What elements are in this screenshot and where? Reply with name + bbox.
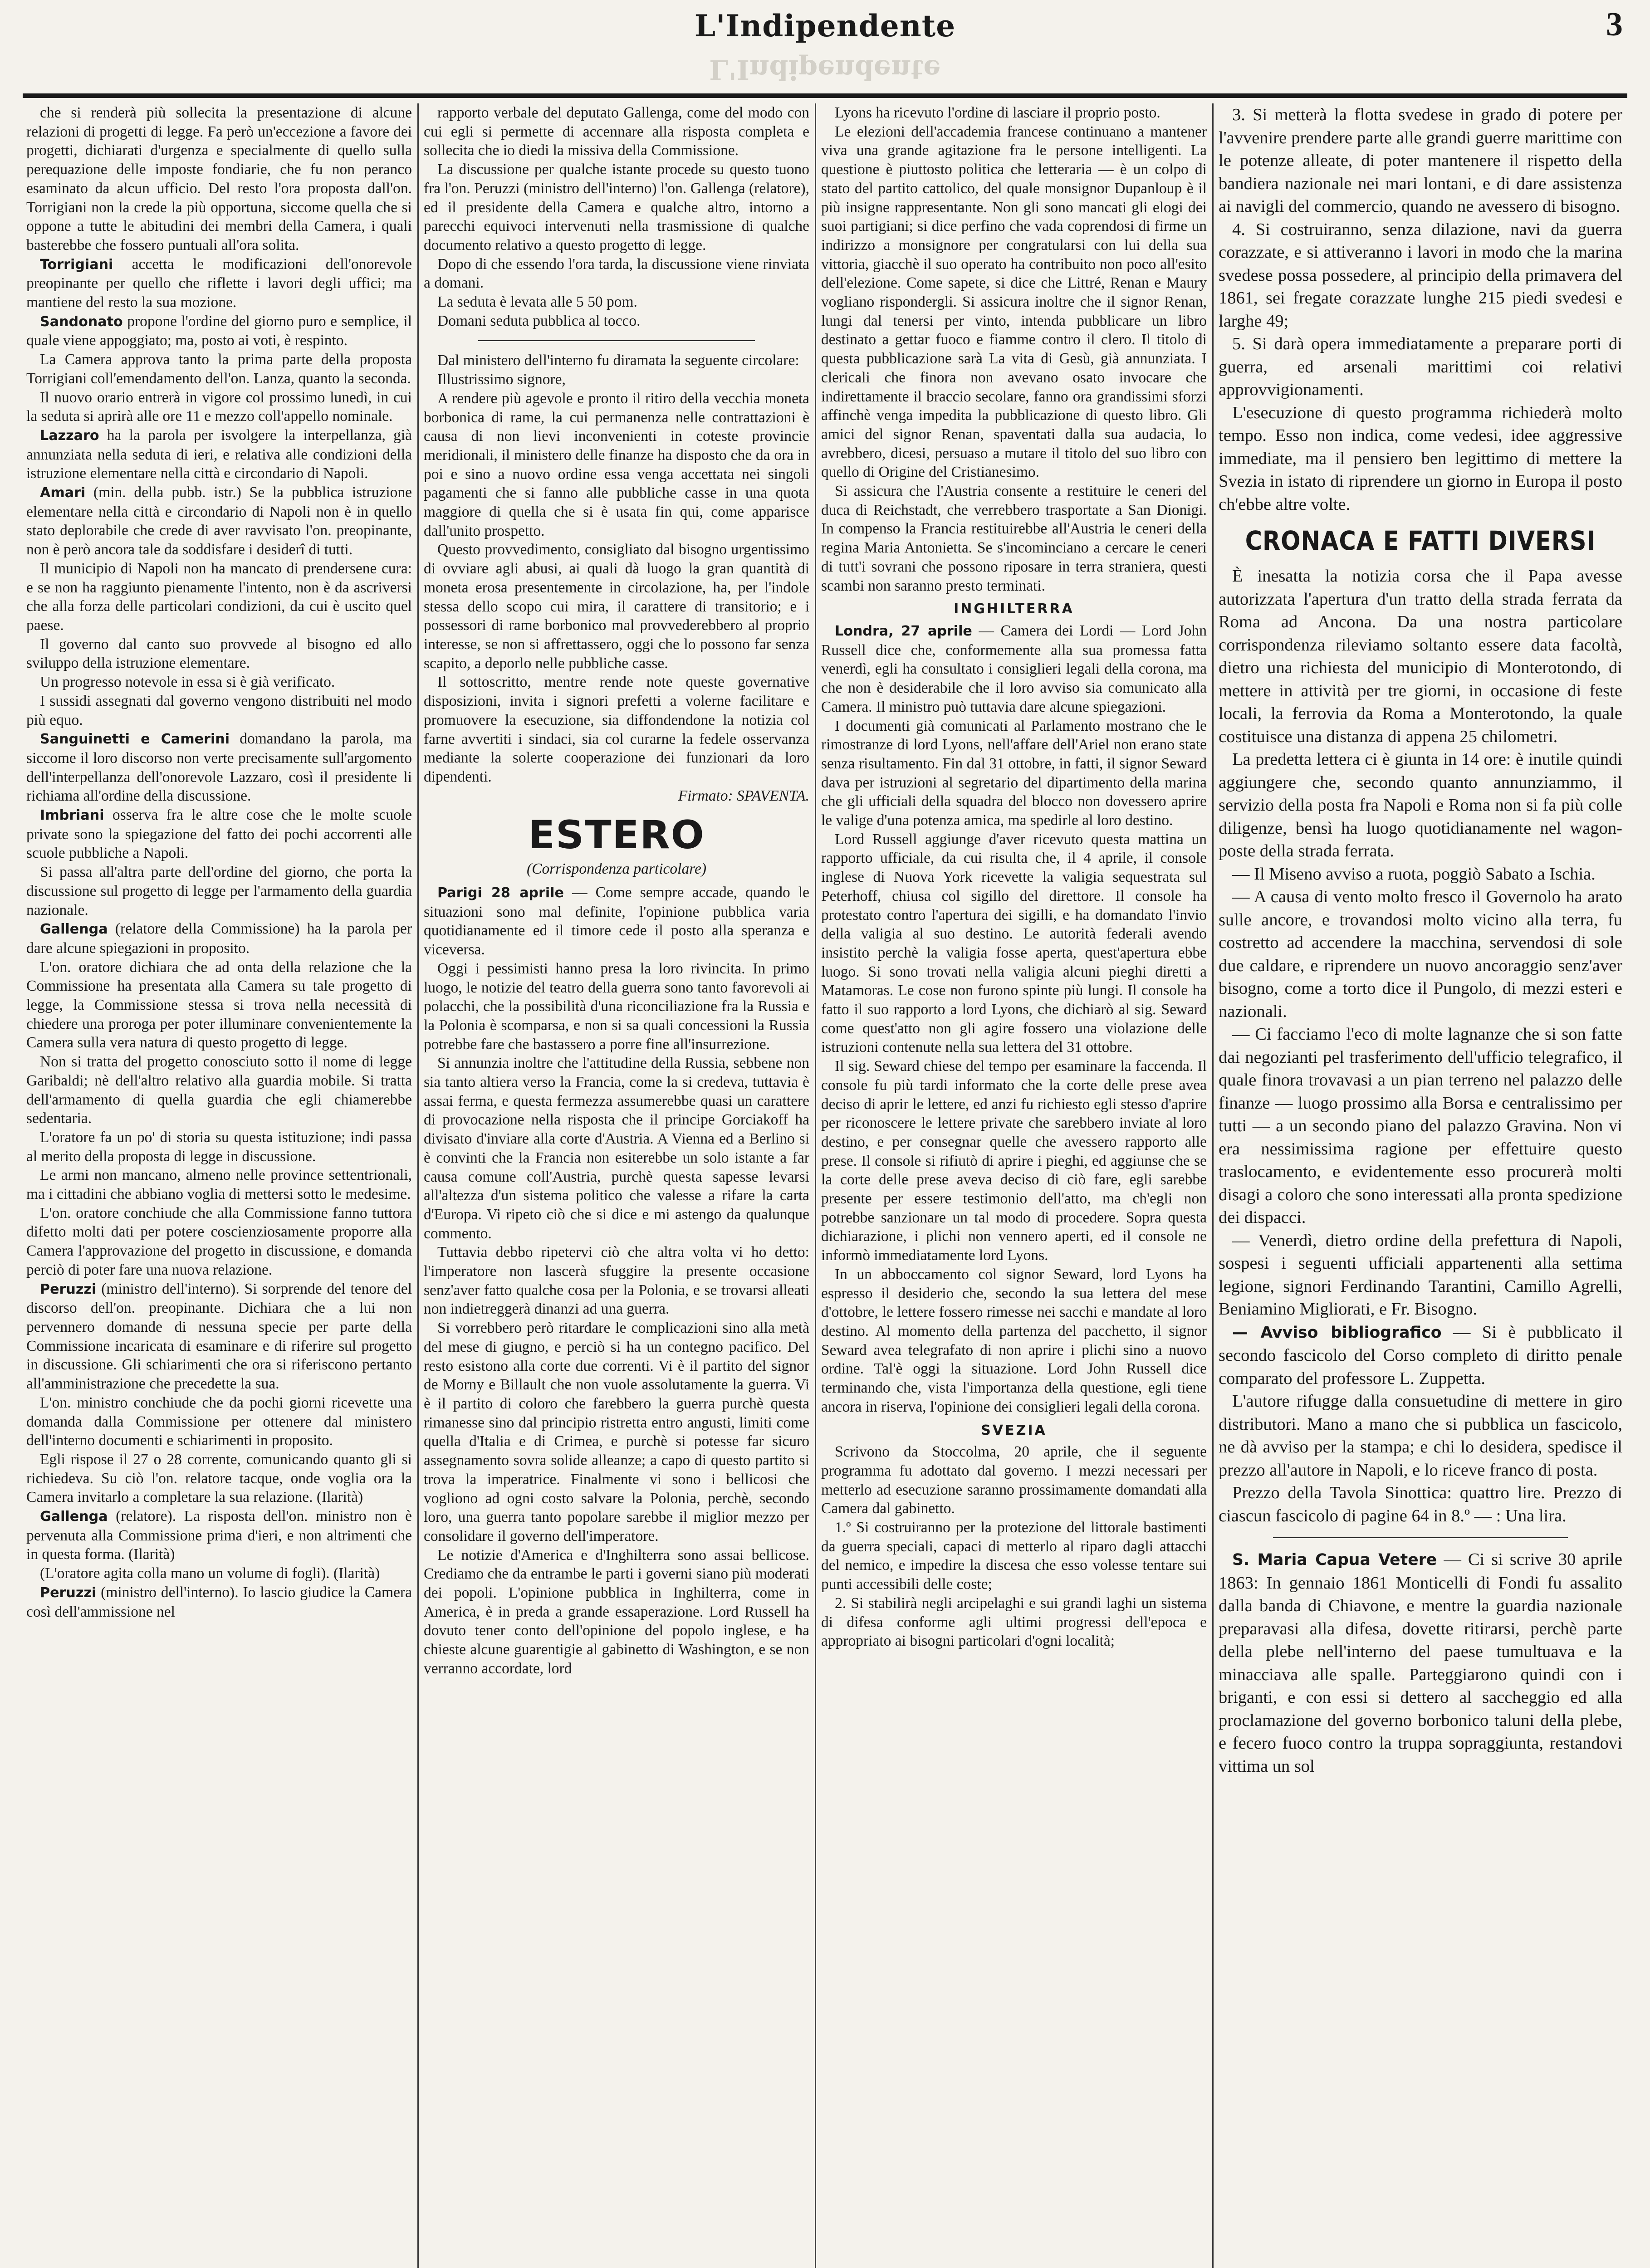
paragraph-text: domandano la parola, ma siccome il loro discorso non verte precisamente sull'argomento dell'interpellanza dell'onorevole Lazzaro, così il presidente li richiama all'ordine della discussione.	[26, 730, 412, 805]
article-paragraph	[1219, 1548, 1622, 1778]
paragraph-text: La Camera approva tanto la prima parte della proposta Torrigiani coll'emendamento dell'on. Lanza, quanto la seconda.	[26, 351, 412, 387]
article-paragraph	[821, 122, 1207, 482]
article-paragraph	[26, 1280, 412, 1393]
article-paragraph	[821, 621, 1207, 717]
article-paragraph	[424, 389, 809, 541]
column-1	[26, 103, 412, 2268]
paragraph-text: Questo provvedimento, consigliato dal bisogno urgentissimo di ovviare agli abusi, ai quali dà luogo la gran quantità di moneta erosa presentemente in circolazione, ha, per l'indole stessa dello scopo cui mira, il carattere di transitorio; e i possessori di rame borbonico mal provvederebbero al proprio interesse, se non si affrettassero, oggi che lo possono far senza scapito, a deporlo nelle pubbliche casse.	[424, 541, 809, 672]
paragraph-text: Scrivono da Stoccolma, 20 aprile, che il seguente programma fu adottato dal governo. I mezzi necessari per metterlo ad esecuzione saranno prossimamente domandati alla Camera dal gabinetto.	[821, 1443, 1207, 1517]
paragraph-text: L'autore rifugge dalla consuetudine di mettere in giro distributori. Mano a mano che si pubblica un fascicolo, ne dà avviso per la stampa; e chi lo desidera, spedisce il prezzo all'autore in Napoli, e lo riceve franco di posta.	[1219, 1392, 1622, 1480]
paragraph-text: (ministro dell'interno). Si sorprende del tenore del discorso dell'on. preopinante. Dichiara che a lui non pervennero domande di nessuna specie per parte della Commissione incaricata di esaminare e di riferire sul progetto in discussione. Gli schiarimenti che ora si riferiscono pertanto all'amministrazione che precedette la sua.	[26, 1280, 412, 1393]
article-paragraph	[821, 830, 1207, 1057]
paragraph-text: Il municipio di Napoli non ha mancato di prendersene cura: e se non ha raggiunto pienamente l'intento, non è da ascriversi che alla forza delle particolari condizioni, da cui è uscito quel paese.	[26, 560, 412, 634]
article-paragraph	[821, 717, 1207, 830]
article-paragraph	[1219, 565, 1622, 748]
paragraph-text: 4. Si costruiranno, senza dilazione, navi da guerra corazzate, e si attiveranno i lavori in modo che la marina svedese possa possedere, al principio della primavera del 1861, sei fregate corazzate lunghe 215 piedi svedesi e larghe 49;	[1219, 220, 1622, 331]
article-paragraph	[26, 350, 412, 388]
paragraph-text: — Come sempre accade, quando le situazioni sono mal definite, l'opinione pubblica varia quotidianamente ed il timore cede il posto alla speranza e viceversa.	[424, 884, 809, 958]
bleed-through-text: L'Indipendente	[709, 54, 941, 85]
speaker-name: Peruzzi	[40, 1584, 97, 1601]
article-paragraph	[26, 1166, 412, 1203]
section-heading: ESTERO	[528, 812, 705, 858]
article-paragraph	[424, 103, 809, 160]
article-paragraph	[821, 103, 1207, 122]
paragraph-text: (L'oratore agita colla mano un volume di fogli). (Ilarità)	[40, 1565, 380, 1582]
article-paragraph	[821, 482, 1207, 595]
speaker-name: Torrigiani	[40, 256, 113, 273]
article-paragraph	[26, 1052, 412, 1128]
paragraph-text: propone l'ordine del giorno puro e semplice, il quale viene appoggiato; ma, posto ai voti, è respinto.	[26, 313, 412, 349]
article-paragraph	[424, 1319, 809, 1545]
article-paragraph	[26, 483, 412, 559]
paragraph-text: A rendere più agevole e pronto il ritiro della vecchia moneta borbonica di rame, la cui permanenza nelle contrattazioni è causa di non lievi inconvenienti in coteste provincie meridionali, il ministero delle finanze ha disposto che da ora in poi e sino a nuovo ordine essa venga accettata nei singoli pagamenti che si fanno alle pubbliche casse in una quota maggiore di quella che si è usata fin qui, come apparisce dall'unito prospetto.	[424, 390, 809, 539]
article-paragraph	[821, 1442, 1207, 1518]
paragraph-text: accetta le modificazioni dell'onorevole preopinante per quello che riflette i lavori degli uffici; ma mantiene del resto la sua mozione.	[26, 255, 412, 311]
article-paragraph	[26, 388, 412, 426]
article-paragraph	[424, 1546, 809, 1678]
article-paragraph	[821, 1057, 1207, 1265]
speaker-name: Gallenga	[40, 1509, 108, 1525]
paragraph-text: 1.º Si costruiranno per la protezione del littorale bastimenti da guerra speciali, capaci di metterlo al riparo dagli attacchi del nemico, e impedire la discesa che esso volesse tentare sui punti accessibili delle coste;	[821, 1519, 1207, 1593]
paragraph-text: Dopo di che essendo l'ora tarda, la discussione viene rinviata a domani.	[424, 255, 809, 292]
paragraph-text: Egli rispose il 27 o 28 corrente, comunicando quanto gli si richiedeva. Su ciò l'on. relatore tacque, onde voglia ora la Camera invitarlo a completare la sua relazione. (Ilarità)	[26, 1451, 412, 1506]
signature: Firmato: SPAVENTA.	[678, 787, 809, 804]
speaker-name: Imbriani	[40, 807, 104, 824]
article-paragraph	[1219, 1481, 1622, 1527]
article-paragraph	[26, 692, 412, 729]
speaker-name: S. Maria Capua Vetere	[1232, 1551, 1437, 1569]
paragraph-text: Il sig. Seward chiese del tempo per esaminare la faccenda. Il console fu più tardi informato che la corte delle prese avea deciso di aprir le lettere, ed anzi fu richiesto egli stesso d'aprire per riconoscere le lettere private che sarebbero inviate al loro destino, e per consegnar quelle che avessero rapporto alle prese. Il console si rifiutò di aprire i pieghi, ed aggiunse che se la corte delle prese aveva deciso di ciò fare, egli sarebbe presente per essere testimonio dell'atto, ma ch'egli non potrebbe sanzionare un tal modo di procedere. Sopra questa dichiarazione, i plichi non vennero aperti, ed il console ne informò immediatamente lord Lyons.	[821, 1058, 1207, 1264]
article-paragraph	[26, 1204, 412, 1280]
speaker-name: Sandonato	[40, 313, 123, 330]
paragraph-text: Si vorrebbero però ritardare le complicazioni sino alla metà del mese di giugno, e perciò si ha un contegno pacifico. Del resto esistono alla corte due correnti. Vi è il partito del signor de Morny e Billault che non vuole assolutamente la guerra. Vi è il partito di coloro che farebbero la guerra purchè questa rimanesse sino dal principio ristretta entro angusti, limiti come quella d'Italia e di Crimea, e purchè si potesse far sicuro assegnamento sovra solide alleanze; a capo di questo partito si trova la imperatrice. Finalmente vi sono i bellicosi che vogliono ad ogni costo salvare la Polonia, perchè, secondo loro, una guerra tanto popolare sarebbe il miglior mezzo per consolidare il governo dell'imperatore.	[424, 1320, 809, 1545]
paragraph-text: L'oratore fa un po' di storia su questa istituzione; indi passa al merito della proposta di legge in discussione.	[26, 1129, 412, 1165]
paragraph-text: ha la parola per isvolgere la interpellanza, già annunziata nella seduta di ieri, e relativa alle condizioni della istruzione elementare nella città e circondario di Napoli.	[26, 426, 412, 482]
speaker-name: — Avviso bibliografico	[1232, 1323, 1442, 1342]
column-divider	[815, 103, 816, 2268]
paragraph-text: Dal ministero dell'interno fu diramata la seguente circolare:	[437, 352, 799, 369]
article-paragraph	[26, 635, 412, 673]
article-paragraph	[424, 1243, 809, 1319]
article-paragraph	[1219, 1023, 1622, 1229]
paragraph-text: Domani seduta pubblica al tocco.	[437, 312, 641, 329]
article-paragraph	[424, 540, 809, 673]
article-paragraph	[26, 255, 412, 312]
article-paragraph	[1219, 103, 1622, 218]
article-paragraph	[26, 1128, 412, 1166]
newspaper-title: L'Indipendente	[694, 8, 956, 44]
paragraph-text: osserva fra le altre cose che le molte scuole private sono la spiegazione del fatto dei pochi accorrenti alle scuole pubbliche a Napoli.	[26, 807, 412, 862]
paragraph-text: Le notizie d'America e d'Inghilterra sono assai bellicose. Crediamo che da entrambe le parti i governi siano più moderati dei popoli. L'opinione pubblica in Inghilterra, come in America, è in preda a grande essaperazione. Lord Russell ha dovuto tener conto dell'opinione del popolo inglese, e ha chieste alcune guarentigie al gabinetto di Washington, e se non verranno accordate, lord	[424, 1546, 809, 1677]
paragraph-text: Prezzo della Tavola Sinottica: quattro lire. Prezzo di ciascun fascicolo di pagine 64 in 8.º — : Una lira.	[1219, 1483, 1622, 1525]
paragraph-text: Un progresso notevole in essa si è già verificato.	[40, 674, 335, 691]
speaker-name: Gallenga	[40, 921, 108, 938]
paragraph-text: In un abboccamento col signor Seward, lord Lyons ha espresso il desiderio che, secondo la sua lettera del mese d'ottobre, le lettere fossero rimesse nei sacchi e mandate al loro destino. Al momento della partenza del pacchetto, il signor Seward avea telegrafato di non aprire i plichi sino a nuovo ordine. Tal'è oggi la situazione. Lord John Russell dice terminando che, vista l'importanza della questione, egli tiene ancora in riserva, l'opinione dei consiglieri legali della corona.	[821, 1266, 1207, 1415]
paragraph-text: L'esecuzione di questo programma richiederà molto tempo. Esso non indica, come vedesi, idee aggressive immediate, ma il pensiero ben legittimo di mettere la Svezia in istato di riprendere un giorno in Europa il posto ch'ebbe altre volte.	[1219, 403, 1622, 514]
article-paragraph	[26, 1564, 412, 1583]
article-paragraph	[1219, 218, 1622, 333]
article-paragraph	[424, 370, 809, 389]
column-2	[424, 103, 809, 2268]
article-paragraph	[26, 559, 412, 635]
paragraph-text: La seduta è levata alle 5 50 pom.	[437, 293, 637, 311]
paragraph-text: L'on. oratore dichiara che ad onta della relazione che la Commissione ha presentata alla Camera su tale progetto di legge, la Commissione stessa si trova nella necessità di chiedere una proroga per poter illuminare convenientemente la Camera sulla vera natura di questo progetto di legge.	[26, 958, 412, 1051]
section-subtitle: (Corrispondenza particolare)	[526, 860, 707, 878]
paragraph-text: L'on. ministro conchiude che da pochi giorni ricevette una domanda dalla Commissione per ottenere dal ministero dell'interno documenti e schiarimenti in proposito.	[26, 1394, 412, 1449]
paragraph-text: (min. della pubb. istr.) Se la pubblica istruzione elementare nella città e circondario di Napoli non è in quello stato deplorabile che crede di aver ravvisato l'on. preopinante, non è però ancora tale da soddisfare i desiderî di tutti.	[26, 484, 412, 558]
paragraph-text: che si renderà più sollecita la presentazione di alcune relazioni di progetti di legge. Fa però un'eccezione a favore dei progetti, dichiarati d'urgenza e specialmente di quello sulla perequazione delle imposte fondiarie, che fu non peranco esaminato da alcun ufficio. Del resto l'ora proposta dall'on. Torrigiani non la crede la più opportuna, siccome quella che si oppone a tutte le abitudini dei membri della Camera, i quali basterebbe che fossero puntuali all'ora solita.	[26, 104, 412, 254]
article-paragraph	[1219, 885, 1622, 1023]
article-paragraph	[26, 426, 412, 483]
paragraph-text: (relatore della Commissione) ha la parola per dare alcune spiegazioni in proposito.	[26, 920, 412, 957]
paragraph-text: L'on. oratore conchiude che alla Commissione fanno tuttora difetto molti dati per potere coscienziosamente proporre alla Camera l'approvazione del progetto in discussione, e domanda perciò di poter fare una nuova relazione.	[26, 1204, 412, 1278]
article-paragraph	[424, 293, 809, 312]
paragraph-text: Si annunzia inoltre che l'attitudine della Russia, sebbene non sia tanto altiera verso la Francia, come la si credeva, tuttavia è assai ferma, e questa fermezza assumerebbe quasi un carattere di provocazione nella risposta che il principe Gorciakoff ha divisato d'inviare alla corte d'Austria. A Vienna ed a Berlino si è convinti che la Francia non esiterebbe un solo istante a far causa comune coll'Austria, purchè questa sapesse levarsi all'altezza d'un sistema politico che valesse a rifare la carta d'Europa. Vi ripeto ciò che si dice e mi astengo da qualunque commento.	[424, 1055, 809, 1242]
paragraph-text: — Venerdì, dietro ordine della prefettura di Napoli, sospesi i seguenti ufficiali appartenenti alla settima legione, signori Ferdinando Tarantini, Camillo Agrelli, Beniamino Migliorati, e Fr. Bisogno.	[1219, 1231, 1622, 1319]
page-number: 3	[1606, 6, 1623, 43]
column-divider	[417, 103, 419, 2268]
paragraph-text: Illustrissimo signore,	[437, 371, 566, 388]
paragraph-text: 5. Si darà opera immediatamente a preparare porti di guerra, ed arsenali marittimi coi relativi approvvigionamenti.	[1219, 334, 1622, 399]
section-header	[424, 812, 809, 879]
speaker-name: Londra, 27 aprile	[835, 623, 972, 639]
paragraph-text: (relatore). La risposta dell'on. ministro non è pervenuta alla Commissione prima d'ieri, e non altrimenti che in questa forma. (Ilarità)	[26, 1508, 412, 1563]
paragraph-text: Lord Russell aggiunge d'aver ricevuto questa mattina un rapporto ufficiale, da cui risulta che, il 4 aprile, il console inglese di Nuova York ricevette la valigia sequestrata sul Peterhoff, chiusa col sigillo del direttore. Il console ha protestato contro l'apertura dei sigilli, e ha domandato l'invio della valigia al suo destino. Le autorità federali avendo insistito perchè la valigia fosse aperta, quest'apertura ebbe luogo. Si sono trovati nella valigia alcuni pieghi diretti a Matamoras. Le cose non furono spinte più lungi. Il console ha fatto il suo rapporto a lord Lyons, che dichiarò al sig. Seward come quest'atto non gli agire fossero una violazione delle istruzioni contenute nella sua lettera del 31 ottobre.	[821, 831, 1207, 1056]
paragraph-text: (ministro dell'interno). Io lascio giudice la Camera così dell'ammissione nel	[26, 1584, 412, 1620]
article-paragraph	[424, 883, 809, 959]
section-separator	[1273, 1537, 1568, 1538]
paragraph-text: — Ci facciamo l'eco di molte lagnanze che si son fatte dai negozianti pel trasferimento dell'ufficio telegrafico, il quale finora trovavasi a un pian terreno nel palazzo delle finanze — luogo prossimo alla Borsa e centralissimo per tutti — a un secondo piano del palazzo Gravina. Non vi era nessimissima ragione per effettuire questo traslocamento, e evidentemente esso procurerà molti disagi a coloro che sono interessati alla pronta spedizione dei dispacci.	[1219, 1025, 1622, 1227]
article-paragraph	[26, 863, 412, 919]
paragraph-text: I sussidi assegnati dal governo vengono distribuiti nel modo più equo.	[26, 692, 412, 728]
paragraph-text: — Ci si scrive 30 aprile 1863: In gennaio 1861 Monticelli di Fondi fu assalito dalla banda di Chiavone, e mentre la guardia nazionale preparavasi alla difesa, dovette ritirarsi, perchè parte della plebe nell'interno del paese tumultuava e la minacciava alle spalle. Parteggiarono quindi con i briganti, e con essi si dettero al saccheggio ed alla proclamazione del governo borbonico taluni della plebe, e fecero fuoco contro la truppa sopraggiunta, restandovi vittima un sol	[1219, 1550, 1622, 1776]
speaker-name: Peruzzi	[40, 1281, 97, 1297]
article-paragraph	[424, 673, 809, 786]
paragraph-text: Si passa all'altra parte dell'ordine del giorno, che porta la discussione sul progetto di legge per l'armamento della guardia nazionale.	[26, 864, 412, 919]
cronaca-heading: CRONACA E FATTI DIVERSI	[1245, 525, 1596, 556]
paragraph-text: — Si è pubblicato il secondo fascicolo del Corso completo di diritto penale comparato del professore L. Zuppetta.	[1219, 1322, 1622, 1388]
country-heading: INGHILTERRA	[954, 601, 1074, 617]
paragraph-text: Il governo dal canto suo provvede al bisogno ed allo sviluppo della istruzione elementare.	[26, 635, 412, 672]
paragraph-text: Il nuovo orario entrerà in vigore col prossimo lunedì, in cui la seduta si aprirà alle ore 11 e mezzo coll'appello nominale.	[26, 389, 412, 425]
paragraph-text: Le armi non mancano, almeno nelle province settentrionali, ma i cittadini che abbiano voglia di mettersi sotto le medesime.	[26, 1167, 412, 1203]
column-3	[821, 103, 1207, 2268]
paragraph-text: Oggi i pessimisti hanno presa la loro rivincita. In primo luogo, le notizie del teatro della guerra sono tanto favorevoli ai polacchi, che la possibilità d'una riconciliazione fra la Russia e la Polonia è scomparsa, e non si sa quali concessioni la Russia potrebbe fare che bastassero a porre fine all'insurrezione.	[424, 960, 809, 1053]
article-paragraph	[26, 806, 412, 863]
paragraph-text: rapporto verbale del deputato Gallenga, come del modo con cui egli si permette di accennare alla risposta completa e sollecita che io diedi la missiva della Commissione.	[424, 104, 809, 159]
paragraph-text: I documenti già comunicati al Parlamento mostrano che le rimostranze di lord Lyons, nell'affare dell'Ariel non erano state senza risultamento. Fin dal 31 ottobre, in fatti, il signor Seward dava per istruzioni al segretario del dipartimento della marina che gli ufficiali della squadra del blocco non dovessero aprire le valige d'una potenza amica, ma spedirle al loro destino.	[821, 717, 1207, 829]
speaker-name: Sanguinetti e Camerini	[40, 731, 230, 748]
article-paragraph	[821, 1518, 1207, 1594]
paragraph-text: Il sottoscritto, mentre rende note queste governative disposizioni, invita i signori prefetti a volerne facilitare e promuovere la esecuzione, sia diffondendone la notizia col farne avvertiti i sindaci, sia col curarne la fedele osservanza mediante la solerte cooperazione dei funzionari da loro dipendenti.	[424, 674, 809, 785]
article-paragraph	[1219, 1229, 1622, 1321]
header-rule	[23, 93, 1627, 98]
article-paragraph	[1219, 332, 1622, 401]
article-paragraph	[424, 1054, 809, 1243]
article-paragraph	[26, 673, 412, 692]
paragraph-text: Le elezioni dell'accademia francese continuano a mantener viva una grande agitazione fra le persone intelligenti. La questione è piuttosto politica che letteraria — è un colpo di stato del partito cattolico, del quale monsignor Dupanloup è il più insigne rappresentante. Non gli sono mancati gli elogi dei suoi partigiani; si dice perfino che vada coprendosi di firme un indirizzo a monsignore per congratularsi con lui della sua vittoria, giacchè il suo operato ha contribuito non poco all'esito dell'elezione. Come sapete, si dice che Littré, Renan e Maury vogliano rispondergli. Si assicura inoltre che il signor Renan, lungi dal tenersi per vinto, intenda pubblicare un libro destinato a gettar fuoco e fiamme contro il clero. Il titolo di questa pubblicazione sarà La vita di Gesù, già annunziata. I clericali che finora non avevano osato invocare che indirettamente il braccio secolare, fanno ora grandissimi sforzi affinchè venga impedita la pubblicazione di questo libro. Gli amici del signor Renan, spaventati dalla sua audacia, lo avrebbero, dicesi, persuaso a mutare il titolo del suo libro con quello di Origine del Cristianesimo.	[821, 123, 1207, 481]
speaker-name: Lazzaro	[40, 427, 99, 444]
paragraph-text: Non si tratta del progetto conosciuto sotto il nome di legge Garibaldi; nè dell'altro relativo alla guardia mobile. Si tratta dell'armamento di quella guardia che egli chiamerebbe sedentaria.	[26, 1053, 412, 1127]
article-paragraph	[26, 1583, 412, 1621]
article-paragraph	[26, 103, 412, 255]
paragraph-text: — A causa di vento molto fresco il Governolo ha arato sulle ancore, e trovandosi molto vicino alla terra, fu costretto ad accendere la macchina, servendosi di sole due caldare, e riprendere un nuovo ancoraggio senz'aver bisogno, come a torto dice il Pungolo, di mezzi esteri e nazionali.	[1219, 887, 1622, 1021]
article-paragraph	[26, 958, 412, 1053]
speaker-name: Amari	[40, 485, 86, 501]
article-paragraph	[1219, 401, 1622, 516]
paragraph-text: Tuttavia debbo ripetervi ciò che altra volta vi ho detto: l'imperatore non lascerà sfuggire la presente occasione senz'aver fatto qualche cosa per la Polonia, e se trovarsi alleati non indietreggerà dinanzi ad una guerra.	[424, 1244, 809, 1318]
article-paragraph	[1219, 748, 1622, 863]
article-paragraph	[1219, 1390, 1622, 1481]
paragraph-text: — Il Miseno avviso a ruota, poggiò Sabato a Ischia.	[1232, 864, 1596, 884]
section-separator	[478, 340, 755, 341]
column-divider	[1212, 103, 1214, 2268]
paragraph-text: 3. Si metterà la flotta svedese in grado di potere per l'avvenire prendere parte alle grandi guerre marittime con le potenze alleate, di poter mantenere il rispetto della bandiera nazionale nei mari lontani, e di dare assistenza ai navigli del commercio, quando ne avessero di bisogno.	[1219, 105, 1622, 216]
article-paragraph	[1219, 863, 1622, 886]
article-paragraph	[424, 959, 809, 1054]
country-heading: SVEZIA	[981, 1422, 1047, 1438]
paragraph-text: La predetta lettera ci è giunta in 14 ore: è inutile quindi aggiungere che, secondo quanto annunziammo, il servizio della posta fra Napoli e Roma non si fa più colle diligenze, bensì ha luogo quotidianamente nel wagon-poste della strada ferrata.	[1219, 750, 1622, 860]
article-paragraph	[26, 919, 412, 958]
article-paragraph	[424, 312, 809, 331]
paragraph-text: Si assicura che l'Austria consente a restituire le ceneri del duca di Reichstadt, che verrebbero trasportate a San Dionigi. In compenso la Francia restituirebbe all'Austria le ceneri della regina Maria Antonietta. Se s'incominciano a cercare le ceneri di tutt'i sovrani che possono riposare in terra straniera, questi scambi non saranno presto terminati.	[821, 483, 1207, 594]
paragraph-text: È inesatta la notizia corsa che il Papa avesse autorizzata l'apertura d'un tratto della strada ferrata da Roma ad Ancona. Da una nostra particolare corrispondenza rileviamo soltanto essere data facoltà, dietro una richiesta del municipio di Monterotondo, di mettere in attività per tre giorni, in occasione di feste locali, la ferrovia da Roma a Monterotondo, la quale costituisce una distanza di appena 25 chilometri.	[1219, 567, 1622, 746]
article-paragraph	[424, 351, 809, 370]
speaker-name: Parigi 28 aprile	[437, 885, 564, 901]
paragraph-text: La discussione per qualche istante procede su questo tuono fra l'on. Peruzzi (ministro dell'interno) l'on. Gallenga (relatore), ed il presidente della Camera e qualche altro, intorno a parecchi equivoci intervenuti nella trasmissione di qualche documento relativo a questo progetto di legge.	[424, 161, 809, 254]
article-paragraph	[424, 160, 809, 255]
column-4	[1219, 103, 1622, 2268]
paragraph-text: Lyons ha ricevuto l'ordine di lasciare il proprio posto.	[835, 104, 1160, 121]
article-paragraph	[26, 1507, 412, 1564]
article-paragraph	[26, 729, 412, 806]
article-paragraph	[821, 1594, 1207, 1651]
paragraph-text: 2. Si stabilirà negli arcipelaghi e sui grandi laghi un sistema di difesa conforme agli ultimi progressi dell'epoca e appropriato ai bisogni particolari d'ogni località;	[821, 1594, 1207, 1650]
masthead	[0, 0, 1650, 85]
article-paragraph	[26, 1393, 412, 1450]
article-paragraph	[424, 255, 809, 293]
article-paragraph	[821, 1265, 1207, 1417]
article-paragraph	[26, 1450, 412, 1507]
article-paragraph	[26, 312, 412, 350]
article-paragraph	[1219, 1321, 1622, 1390]
paragraph-text: — Camera dei Lordi — Lord John Russell dice che, conformemente alla sua promessa fatta venerdì, egli ha consultato i consiglieri legali della corona, ma che non è desiderabile che il loro avviso sia comunicato alla Camera. Il ministro può tuttavia dare alcune spiegazioni.	[821, 622, 1207, 715]
